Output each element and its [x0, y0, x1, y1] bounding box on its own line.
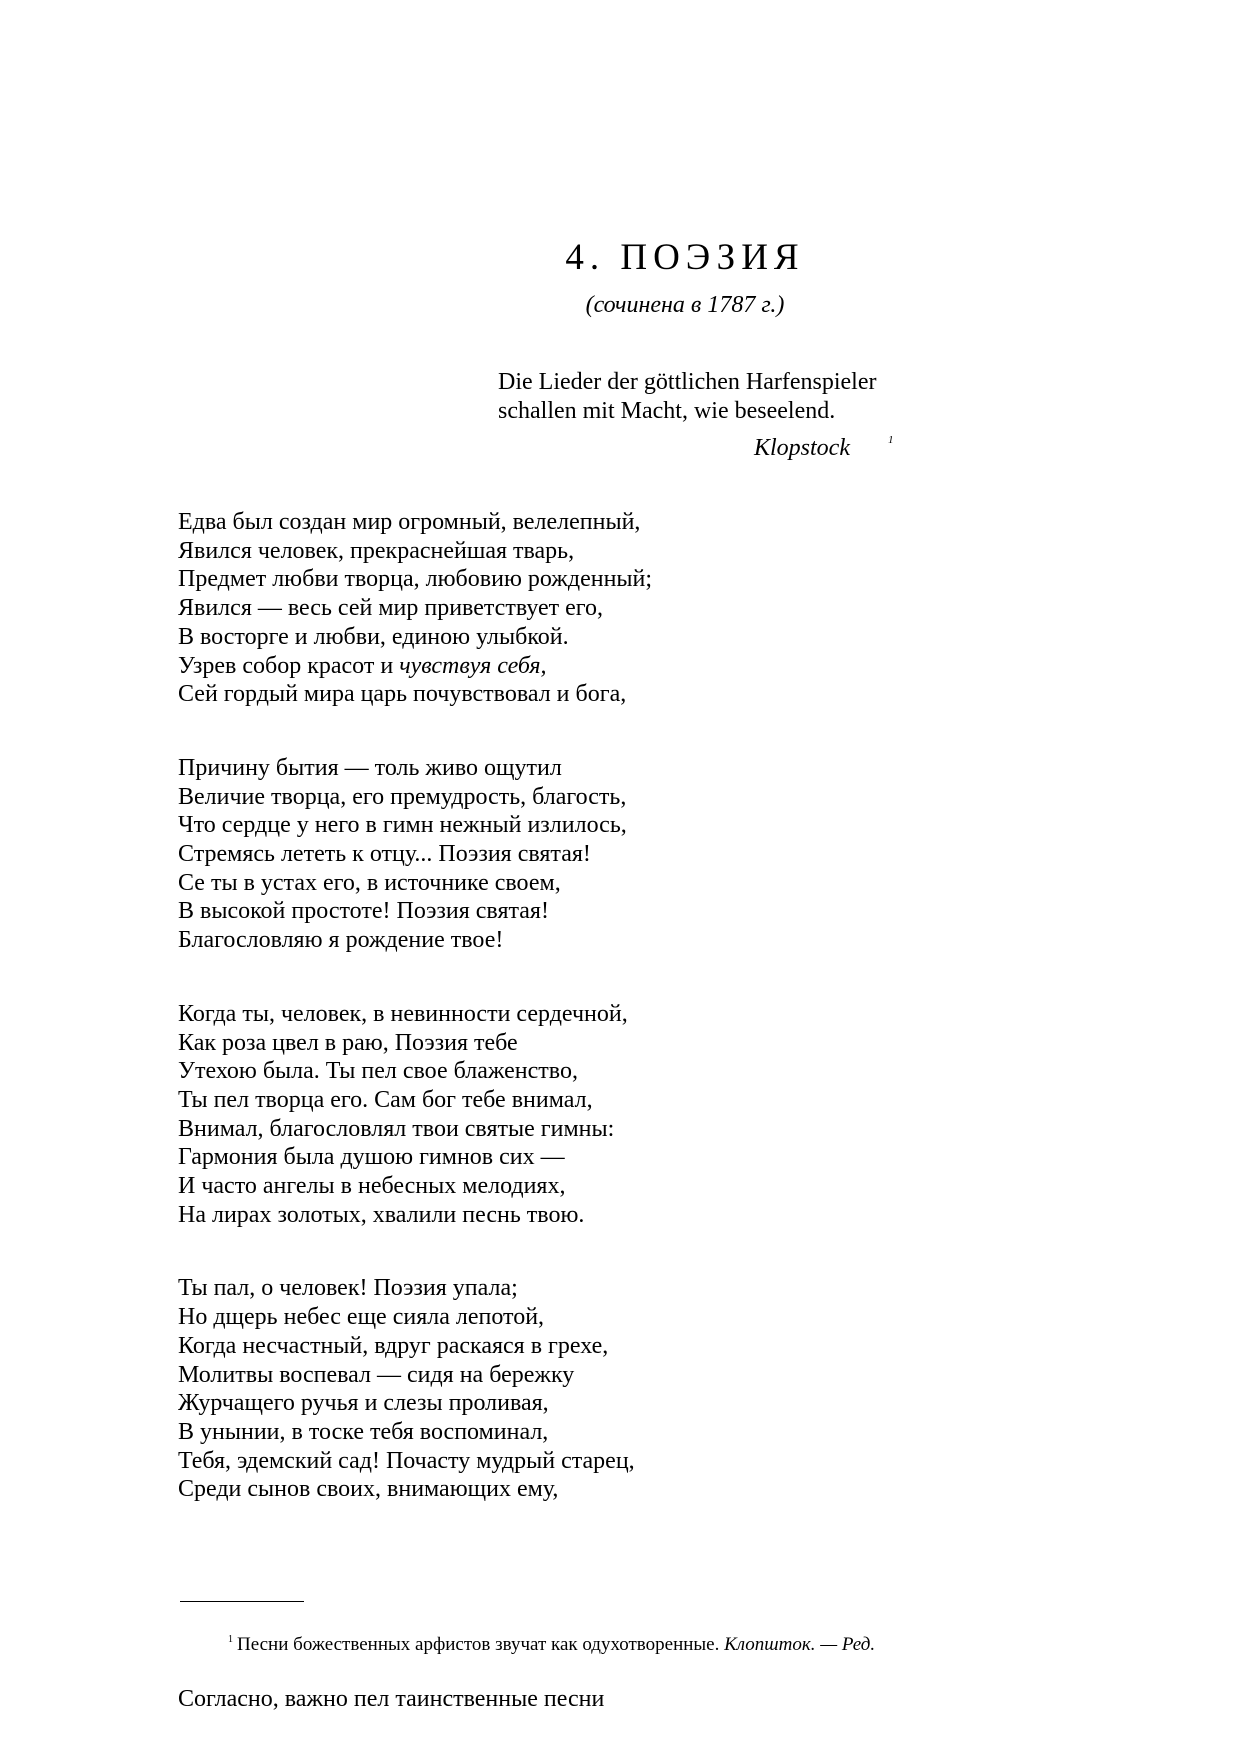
stanza-1 [178, 508, 652, 709]
verse-line: Тебя, эдемский сад! Почасту мудрый старец, [178, 1447, 635, 1474]
verse-line: Внимал, благословлял твои святые гимны: [178, 1115, 615, 1142]
stanza-4 [178, 1274, 652, 1504]
verse-line: Как роза цвел в раю, Поэзия тебе [178, 1029, 518, 1056]
epigraph-author-name: Klopstock [754, 435, 850, 461]
verse-line: Когда ты, человек, в невинности сердечной, [178, 1000, 628, 1027]
epigraph-line: Die Lieder der göttlichen Harfenspieler [498, 369, 877, 395]
verse-line: В высокой простоте! Поэзия святая! [178, 898, 549, 925]
epigraph [498, 368, 894, 463]
verse-line: Среди сынов своих, внимающих ему, [178, 1476, 559, 1503]
verse-line [178, 652, 652, 681]
verse-line: Явился — весь сей мир приветствует его, [178, 595, 604, 622]
footnote-mark: 1 [228, 1634, 233, 1645]
verse-line: Величие творца, его премудрость, благость, [178, 783, 627, 810]
verse-line: Явился человек, прекраснейшая тварь, [178, 537, 575, 564]
verse-italic-fragment: чувствуя себя, [399, 652, 547, 679]
footnote-text: Песни божественных арфистов звучат как одухотворенные. [237, 1634, 725, 1655]
footnote-reference: 1 [888, 434, 894, 446]
stanza-3 [178, 1000, 652, 1230]
verse-line: Но дщерь небес еще сияла лепотой, [178, 1304, 545, 1331]
epigraph-author [754, 426, 894, 463]
poem-subtitle: (сочинена в 1787 г.) [585, 292, 785, 318]
poem-body [178, 508, 652, 1504]
footnote [228, 1628, 875, 1657]
epigraph-line: schallen mit Macht, wie beseelend. [498, 398, 836, 424]
verse-line: Ты пал, о человек! Поэзия упала; [178, 1275, 518, 1302]
verse-line: Се ты в устах его, в источнике своем, [178, 869, 561, 896]
stanza-2 [178, 754, 652, 955]
footnote-divider [180, 1601, 304, 1602]
verse-line: Предмет любви творца, любовию рожденный; [178, 566, 653, 593]
footnote-attribution: Клопшток. — Ред. [724, 1634, 876, 1655]
verse-line: В восторге и любви, единою улыбкой. [178, 623, 569, 650]
verse-line: Что сердце у него в гимн нежный излилось, [178, 812, 627, 839]
verse-line: Утехою была. Ты пел свое блаженство, [178, 1058, 578, 1085]
verse-line: Стремясь лететь к отцу... Поэзия святая! [178, 841, 591, 868]
verse-line: Благословляю я рождение твое! [178, 927, 504, 954]
verse-line: На лирах золотых, хвалили песнь твою. [178, 1201, 585, 1228]
poem-title: 4. ПОЭЗИЯ [565, 237, 805, 278]
verse-line: И часто ангелы в небесных мелодиях, [178, 1173, 566, 1200]
verse-text: Узрев собор красот и [178, 652, 400, 679]
verse-line: В унынии, в тоске тебя воспоминал, [178, 1418, 549, 1445]
continuation-line: Согласно, важно пел таинственные песни [178, 1686, 605, 1712]
verse-line: Причину бытия — толь живо ощутил [178, 754, 562, 781]
verse-line: Молитвы воспевал — сидя на бережку [178, 1361, 575, 1388]
verse-line: Когда несчастный, вдруг раскаяся в грехе, [178, 1332, 609, 1359]
verse-line: Сей гордый мира царь почувствовал и бога, [178, 681, 627, 708]
verse-line: Ты пел творца его. Сам бог тебе внимал, [178, 1086, 593, 1113]
verse-line: Гармония была душою гимнов сих — [178, 1144, 565, 1171]
verse-line: Журчащего ручья и слезы проливая, [178, 1390, 549, 1417]
verse-line: Едва был создан мир огромный, велелепный, [178, 509, 641, 535]
